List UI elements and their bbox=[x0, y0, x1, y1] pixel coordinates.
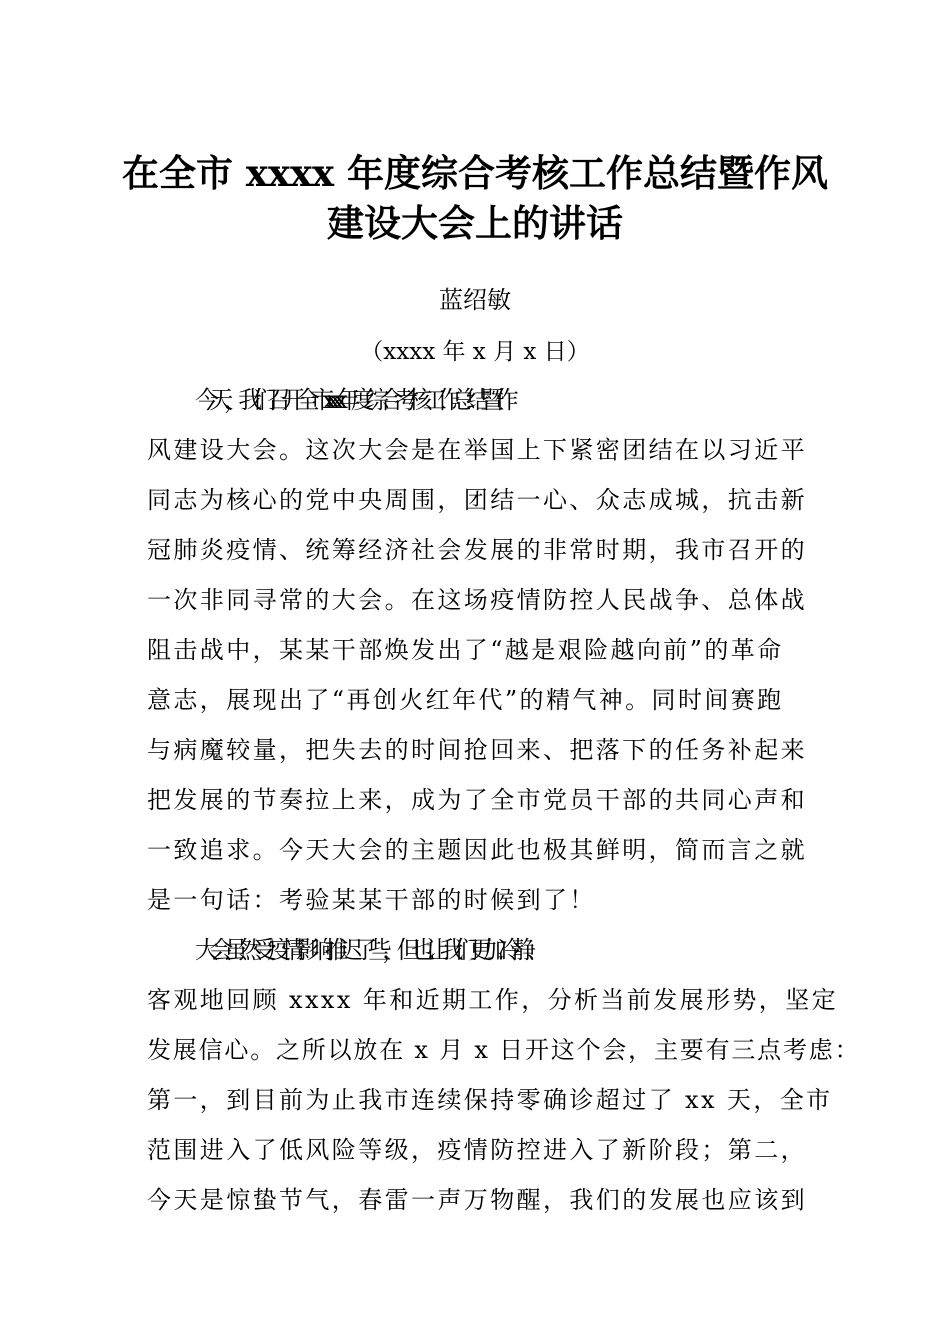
paragraph-2-line: 第一，到目前为止我市连续保持零确诊超过了 xx 天，全市 bbox=[147, 1086, 833, 1114]
paragraph-1-line: 今天，我们召开全市 xxxx 年度综合考核工作总结暨作 bbox=[195, 386, 510, 414]
paragraph-2-line: 大会虽然受疫情影响推迟了些，但也让我们更加冷静、 bbox=[195, 936, 541, 964]
document-title-line-1: 在全市 xxxx 年度综合考核工作总结暨作风 bbox=[122, 151, 828, 195]
paragraph-1-line: 风建设大会。这次大会是在举国上下紧密团结在以习近平 bbox=[147, 436, 807, 464]
paragraph-1-line: 与病魔较量，把失去的时间抢回来、把落下的任务补起来 bbox=[147, 736, 807, 764]
paragraph-1-line: 同志为核心的党中央周围，团结一心、众志成城，抗击新 bbox=[147, 486, 807, 514]
paragraph-1-line: 阻击战中，某某干部焕发出了“越是艰险越向前”的革命 bbox=[147, 636, 784, 664]
paragraph-1-line: 冠肺炎疫情、统筹经济社会发展的非常时期，我市召开的 bbox=[147, 536, 807, 564]
paragraph-2-line: 范围进入了低风险等级，疫情防控进入了新阶段；第二， bbox=[147, 1136, 807, 1164]
paragraph-2-line: 发展信心。之所以放在 x 月 x 日开这个会，主要有三点考虑： bbox=[147, 1036, 861, 1064]
paragraph-1-line: 是一句话：考验某某干部的时候到了！ bbox=[147, 886, 596, 914]
paragraph-2-line: 客观地回顾 xxxx 年和近期工作，分析当前发展形势，坚定 bbox=[147, 986, 838, 1014]
paragraph-1-line: 意志，展现出了“再创火红年代”的精气神。同时间赛跑 bbox=[147, 686, 784, 714]
paragraph-1-line: 一次非同寻常的大会。在这场疫情防控人民战争、总体战 bbox=[147, 586, 807, 614]
author-name: 蓝绍敏 bbox=[439, 286, 511, 314]
speech-date: （xxxx 年 x 月 x 日） bbox=[360, 339, 590, 365]
document-title-line-2: 建设大会上的讲话 bbox=[327, 201, 623, 245]
paragraph-1-line: 把发展的节奏拉上来，成为了全市党员干部的共同心声和 bbox=[147, 786, 807, 814]
paragraph-2-line: 今天是惊蛰节气，春雷一声万物醒，我们的发展也应该到 bbox=[147, 1186, 807, 1214]
paragraph-1-line: 一致追求。今天大会的主题因此也极其鲜明，简而言之就 bbox=[147, 836, 807, 864]
